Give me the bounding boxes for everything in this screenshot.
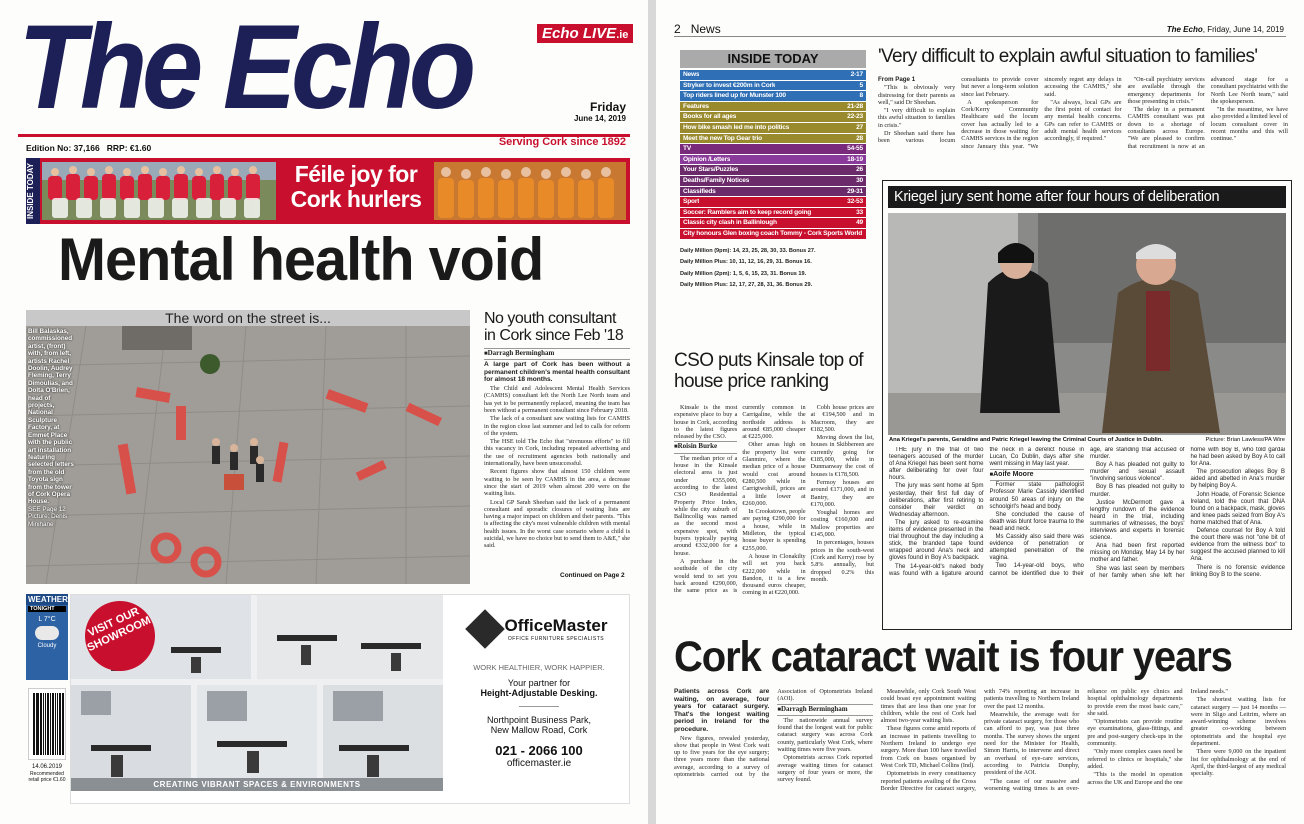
inside-today-label: City honours Glen boxing coach Tommy - Cork Sports World [683, 229, 863, 237]
kriegel-paragraph: The jury was sent home at 5pm yesterday, their first full day of deliberations, after first retiring to consider their verdict on Wednesday afternoon. [889, 483, 984, 518]
inside-today-label: Opinion /Letters [683, 155, 731, 163]
cso-byline: ■ Roisin Burke [674, 441, 737, 453]
story-paragraph: The HSE told The Echo that "strenuous efforts" to fill this vacancy in Cork, including repeated advertising and the use of recruitment agencies both nationally and internationally, have been unsuccessful. [484, 438, 630, 468]
quote-paragraph: "In the meantime, we have also provided a limited level of locum consultant cover in recent months and this will continue." [1210, 106, 1288, 143]
quote-paragraph: "I very difficult to explain this awful situation to families in crisis." [878, 107, 956, 129]
cataract-paragraph: "Optometrists can provide routine eye examinations, glass-fittings, and pre and post-surgery check-ups in the community. [1087, 718, 1183, 748]
kriegel-paragraph: John Hoade, of Forensic Science Ireland, told the court that DNA found on a backpack, mask, gloves and knee pads seized from Boy A's home matched that of Ana. [1190, 491, 1285, 526]
kriegel-headline: Kriegel jury sent home after four hours of deliberation [888, 186, 1286, 208]
kriegel-paragraph: Justice McDermott gave a lengthy rundown of the evidence heard in the trial, including summaries of witnesses, the boys' interviews and experts in forensic science. [1090, 499, 1185, 542]
inside-today-label: News [683, 71, 700, 78]
inside-today-label: TV [683, 145, 692, 153]
quote-paragraph: A spokesperson for Cork/Kerry Community Healthcare said the locum cover has actually led to a decrease in those waiting for CAMHS services in the region since January this year. "We sincerely regret any delays in accessing the CAMHS," she said. [961, 76, 1122, 150]
inside-today-rows [680, 70, 866, 240]
echo-live-suffix: .ie [616, 29, 629, 41]
barcode-price: Recommended retail price €1.60 [28, 770, 66, 784]
kriegel-paragraph: Boy A has pleaded not guilty to murder and sexual assault "involving serious violence". [1090, 462, 1185, 483]
inside-today-label: Meet the new Top Gear trio [683, 134, 762, 142]
kriegel-byline: ■ Aoife Moore [990, 469, 1085, 481]
lotto-line: Daily Million (2pm): 1, 5, 6, 15, 23, 31. Bonus 19. [680, 270, 807, 277]
cso-paragraph: Youghal homes are costing €160,000 and Mallow properties are €145,000. [810, 509, 874, 539]
story-byline: ■ Darragh Bermingham [484, 348, 630, 360]
ad-logo [451, 615, 627, 643]
story-paragraph: The Child and Adolescent Mental Health Services (CAMHS) consultant left the North Lee North team and has yet to be permanently replaced, meaning the team has been without a permanent consultant since February 2018. [484, 385, 630, 414]
inside-today-page: 49 [856, 219, 863, 227]
cso-paragraph: Kinsale is the most expensive place to buy a house in Cork, according to the latest figures released by the CSO. [674, 404, 738, 441]
folio: The Echo, Friday, June 14, 2019 [1166, 25, 1284, 34]
cataract-paragraph: "The cause of our massive and worsening waiting times is an over-reliance on public eye clinics and hospital ophthalmology departments to provide even the most basic care," she said. [983, 688, 1183, 792]
photo-banner: The word on the street is... [26, 310, 470, 326]
cataract-paragraph: New figures, revealed yesterday, show that people in West Cork wait up to five years for the eye surgery; three years more than the national average, according to a survey of optometrists carried out by the Association of Optometrists Ireland (AOI). [674, 688, 873, 779]
inside-today-page: 21-28 [847, 102, 863, 110]
inside-today-row[interactable] [680, 81, 866, 92]
inside-today-page: 54-55 [847, 145, 863, 153]
cork-team-photo [434, 162, 626, 220]
kriegel-paragraph: THE jury in the trial of two teenagers accused of the murder of Ana Kriegel has been sent home after deliberating for over four hours. [889, 447, 984, 482]
cataract-paragraph: "Only more complex cases need be referred to clinics or hospitals," she added. [1087, 748, 1183, 770]
inside-today-row[interactable] [680, 165, 866, 176]
weather-temp: L 7°C [38, 616, 56, 623]
kriegel-paragraph: Ms Cassidy also said there was evidence of penetration or attempted penetration of the vagina. [989, 534, 1084, 562]
caption-credit: Picture: Denis Minihane [28, 513, 68, 528]
ad-website[interactable]: officemaster.ie [506, 758, 572, 769]
kriegel-paragraph: She concluded the cause of death was blunt force trauma to the head and neck. [989, 511, 1084, 532]
kriegel-parents-photo [888, 213, 1286, 435]
story-body [484, 348, 630, 588]
inside-today-page: 2-17 [850, 71, 863, 78]
inside-today-page: 32-53 [847, 198, 863, 206]
inside-today-label: Top riders lined up for Munster 100 [683, 92, 786, 100]
quote-paragraph: The delay in a permanent CAMHS consultant was put down to a shortage of consultants across Europe. "We are pleased to confirm that recruitment is now at an advanced stage for a consultant psychiatrist with the North Lee North team," said the spokesperson. [1127, 76, 1288, 150]
ad-partner-bold: Height-Adjustable Desking. [480, 688, 598, 698]
inside-today-row[interactable] [680, 70, 866, 81]
cso-story-body [674, 404, 874, 626]
kriegel-paragraph: The 14-year-old's naked body was found with a ligature around the neck in a derelict house in Lucan, Co Dublin, days after she went missing in May last year. [889, 447, 1084, 577]
story-paragraph: Recent figures show that almost 150 children were waiting to be seen by CAMHS in the area, a decrease since the start of 2019 when almost 200 were on the waiting lists. [484, 468, 630, 498]
cso-paragraph: A purchase in the southside of the city would tend to set you back around €290,000, the same price as is currently common in Carrigaline, while the northside address is around €85,000 cheaper at €225,000. [674, 404, 806, 595]
cloud-icon [35, 626, 59, 640]
cso-paragraph: Other areas high on the property list were Glanmire, where the median price of a house would cost around €280,500 while in Carrigtwohill, prices are a little lower at €260,000. [742, 441, 806, 507]
barcode-date: 14.06.2019 [31, 764, 63, 770]
story-paragraph: The lack of a consultant saw waiting lists for CAMHS in the region close last summer and led to calls for reform of the system. [484, 415, 630, 437]
inside-today-page: 18-19 [847, 155, 863, 163]
kriegel-paragraph: Former state pathologist Professor Marie Cassidy identified around 50 areas of injury on the schoolgirl's head and body. [989, 482, 1084, 510]
front-page [0, 0, 648, 824]
barcode [28, 688, 66, 760]
kriegel-paragraph: Defence counsel for Boy A told the court there was not "one bit of evidence from the witness box" to suggest the accused planned to kill Ana. [1190, 528, 1285, 563]
story-headline: No youth consultant in Cork since Feb '18 [484, 310, 624, 344]
inside-today-label: Classifieds [683, 187, 716, 195]
quote-story-body [878, 76, 1288, 166]
cataract-paragraph: Meanwhile, only Cork South West could boast eye appointment waiting times that are less than one year for children, while the rest of Cork had almost two-year waiting lists. [880, 688, 976, 725]
inside-today-label: Features [683, 102, 709, 110]
photo-caption-block [28, 328, 76, 528]
cso-paragraph: In Crookstown, people are paying €290,000 for a house, while in Midleton, the typical house buyer is spending €255,000. [742, 508, 806, 552]
date-day: Friday [589, 100, 626, 114]
promo-headline: Féile joy for Cork hurlers [290, 161, 422, 212]
story-paragraph: Local GP Sarah Sheehan said the lack of a permanent consultant and sporadic closures of waiting lists are having a major impact on children and their parents. "This is affecting the city's most vulnerable children with mental health issues. In the worst case scenario where a child is suicidal, we have no choice but to send them to A&E," she said. [484, 498, 630, 550]
main-headline: Mental health void [58, 226, 544, 293]
inside-today-label: Classic city clash in Ballinlough [683, 219, 777, 227]
section-name: News [690, 22, 721, 36]
cso-paragraph: A house in Clonakilty will set you back €222,000 while in Bandon, it is a few thousand euros cheaper, coming in at €220,000. [742, 552, 806, 597]
promo-strip[interactable] [26, 158, 630, 224]
inside-today-row[interactable] [680, 155, 866, 166]
ad-tagline: WORK HEALTHIER, WORK HAPPIER. [473, 663, 605, 672]
inside-today-row[interactable] [680, 208, 866, 219]
date-full: June 14, 2019 [573, 114, 626, 123]
inside-today-row[interactable] [680, 134, 866, 145]
from-page: From Page 1 [878, 76, 916, 83]
ad-brand: OfficeMaster [504, 616, 608, 635]
weather-sub: TONIGHT [28, 606, 66, 612]
cso-paragraph: Fermoy houses are around €171,000, and in Bantry, they are €170,000. [810, 478, 874, 508]
quote-paragraph: "This is obviously very distressing for their parents as well," said Dr Sheehan. [878, 84, 956, 106]
photo-caption: Bill Balaskas, commissioned artist, (front) with, from left, artists Rachel Doolin, Audrey Fleming, Terry Dimoulias, and Dolta O'Brien, head of projects, National Sculpture Factory, at Emmet Place with the public art installation featuring selected letters from the old Toyota sign from the tower of Cork Opera House. [28, 328, 74, 506]
inside-today-index [680, 50, 866, 292]
barcode-info [26, 764, 68, 784]
inside-today-row[interactable] [680, 187, 866, 198]
inside-today-row[interactable] [680, 123, 866, 134]
ad-address-2: New Mallow Road, Cork [490, 725, 588, 735]
weather-condition: Cloudy [37, 643, 57, 649]
inside-today-row[interactable] [680, 91, 866, 102]
officemaster-logo-icon [465, 609, 505, 649]
inside-today-page: 22-23 [847, 113, 863, 121]
ad-text [451, 615, 627, 769]
story-lead: A large part of Cork has been without a permanent children's mental health consultant for almost 18 months. [484, 361, 630, 384]
page-number: 2 [674, 22, 681, 36]
kriegel-box [882, 180, 1292, 630]
cataract-lead: Patients across Cork are waiting, on average, four years for cataract surgery. That's the longest waiting period in Ireland for the procedure. [674, 688, 770, 733]
slogan: Serving Cork since 1892 [498, 136, 626, 148]
inside-today-label: Your Stars/Puzzles [683, 166, 739, 174]
inside-today-page: 30 [856, 176, 863, 184]
quote-headline: 'Very difficult to explain awful situation to families' [878, 46, 1258, 67]
hurlers-team-photo [42, 162, 276, 220]
cso-paragraph: Moving down the list, houses in Skibbereen are currently going for €185,000, while in Dunmanway the cost of houses is €178,500. [810, 434, 874, 478]
rrp: RRP: €1.60 [106, 143, 152, 153]
cataract-story-body [674, 688, 1286, 814]
kriegel-caption: Ana Kriegel's parents, Geraldine and Patric Kriegel leaving the Criminal Courts of Justice in Dublin. [889, 437, 1163, 443]
inside-today-label: Stryker to invest €200m in Cork [683, 81, 776, 89]
inside-today-tab: INSIDE TODAY [26, 158, 40, 224]
inside-today-page: 29-31 [847, 187, 863, 195]
cso-paragraph: The median price of a house in the Kinsale electoral area is just under €355,000, according to the latest CSO Residential Property Price Index, while the city suburb of Ballincollig was named as the second most expensive spot, with buyers typically paying around €332,000 for a house. [674, 454, 738, 557]
inside-today-label: Soccer: Ramblers aim to keep record going [683, 208, 812, 216]
inside-today-label: Sport [683, 198, 700, 206]
ad-address-1: Northpoint Business Park, [486, 715, 592, 725]
inside-today-title: INSIDE TODAY [680, 50, 866, 68]
quote-paragraph: Dr Sheehan said there has been various locum consultants to provide cover but never a long-term solution since last February. [878, 76, 1039, 145]
caption-ref[interactable]: SEE Page 12 [28, 505, 66, 513]
cataract-headline: Cork cataract wait is four years [674, 633, 1232, 681]
inside-today-label: How bike smash led me into politics [683, 123, 790, 131]
edition-number: Edition No: 37,166 [26, 143, 100, 153]
inside-today-label: Deaths/Family Notices [683, 176, 750, 184]
cso-headline: CSO puts Kinsale top of house price ranking [674, 350, 863, 392]
visit-showroom-badge[interactable]: VISIT OUR SHOWROOM [73, 589, 166, 682]
ad-brand-sub: OFFICE FURNITURE SPECIALISTS [507, 636, 605, 642]
quote-paragraph: "On-call psychiatry services are available through the emergency departments for those presenting in crisis." [1127, 76, 1205, 105]
inside-today-row[interactable] [680, 218, 866, 229]
cataract-paragraph: The nationwide annual survey found that the longest wait for public cataract surgery was across Cork county, particularly West Cork, where waiting times were five years. [777, 716, 873, 754]
ad-banner: CREATING VIBRANT SPACES & ENVIRONMENTS [71, 778, 443, 791]
weather-box [26, 594, 68, 680]
cataract-paragraph: Meanwhile, the average wait for private cataract surgery, for those who can afford to pay, was just three months. The survey shows the urgent need for the Minister for Health, Simon Harris, to intervene and direct an overhaul of eye-care services, according to Patricia Dunphy, president of the AOI. [983, 710, 1080, 777]
inside-today-row[interactable] [680, 102, 866, 113]
kriegel-paragraph: Boy B has pleaded not guilty to murder. [1090, 484, 1185, 498]
continued-link[interactable]: Continued on Page 2 [560, 572, 625, 579]
inside-today-row[interactable] [680, 229, 866, 240]
officemaster-ad[interactable] [70, 594, 630, 804]
folio-paper: The Echo [1166, 25, 1203, 34]
kriegel-caption-row [889, 437, 1285, 443]
kriegel-paragraph: The prosecution alleges Boy B aided and abetted in Ana's murder by helping Boy A. [1190, 469, 1285, 490]
inside-today-page: 8 [859, 92, 863, 100]
inside-today-row[interactable] [680, 197, 866, 208]
inside-today-page: 26 [856, 166, 863, 174]
kriegel-credit: Picture: Brian Lawless/PA Wire [1205, 437, 1285, 443]
lotto-results [680, 246, 866, 292]
lotto-line: Daily Million Plus: 10, 11, 12, 16, 29, 31. Bonus 16. [680, 259, 812, 266]
kriegel-paragraph: There is no forensic evidence linking Boy B to the scene. [1190, 564, 1285, 578]
kriegel-paragraph: She was last seen by members of her family when she left her home with Boy B, who told gardai he had been asked by Boy A to call for Ana. [1090, 447, 1285, 579]
inside-today-page: 33 [856, 208, 863, 216]
date-block [574, 100, 626, 123]
cataract-paragraph: These figures come amid reports of an increase in patients travelling to Northern Ireland to undergo eye surgery. More than 100 have travelled from Cork on buses organised by West Cork TD, Michael Collins (Ind). [880, 725, 976, 769]
inside-today-row[interactable] [680, 176, 866, 187]
echo-live-name: Echo LIVE [542, 25, 617, 42]
kriegel-story-body [889, 447, 1285, 625]
page-two [656, 0, 1304, 824]
inside-today-row[interactable] [680, 112, 866, 123]
lotto-line: Daily Million Plus: 12, 17, 27, 28, 31, 36. Bonus 29. [680, 282, 813, 289]
header-rule [674, 36, 1286, 37]
cataract-paragraph: There were 9,000 on the inpatient list for ophthalmology at the end of April, the third-largest of any medical specialty. [1190, 748, 1286, 778]
ad-phone[interactable]: 021 - 2066 100 [495, 743, 583, 758]
lotto-line: Daily Million (9pm): 14, 23, 25, 28, 30, 33. Bonus 27. [680, 247, 816, 254]
page-header [674, 22, 721, 36]
inside-today-page: 5 [859, 81, 863, 89]
inside-today-page: 27 [856, 123, 863, 131]
quote-paragraph: "As always, local GPs are the first point of contact for any mental health concerns. GPs can refer to CAMHS or adult mental health services accordingly, if required." [1044, 98, 1122, 143]
cataract-byline: ■ Darragh Bermingham [777, 704, 872, 716]
cso-paragraph: In percentages, houses prices in the south-west (Cork and Kerry) rose by 5.8% annually, but dropped 0.2% this month. [810, 539, 874, 583]
cataract-paragraph: Optometrists across Cork reported average waiting times for cataract surgery of four years or more, the survey found. [777, 754, 873, 784]
kriegel-paragraph: Ana had been first reported missing on Monday, May 14 by her mother and father. [1090, 543, 1185, 564]
echo-live-logo[interactable] [537, 24, 633, 43]
masthead: The Echo [18, 0, 471, 134]
street-letters-photo [26, 326, 470, 584]
kriegel-paragraph: Two 14-year-old boys, who cannot be identified due to their age, are standing trial accused of murder. [989, 447, 1185, 577]
cataract-paragraph: Optometrists in every constituency reported patients availing of the Cross Border Directive for cataract surgery, with 74% reporting an increase in patients travelling to Northern Ireland over the past 12 months. [880, 688, 1080, 792]
inside-today-label: Books for all ages [683, 113, 737, 121]
ad-partner: Your partner for [507, 678, 571, 688]
edition-line [26, 143, 151, 153]
inside-today-row[interactable] [680, 144, 866, 155]
cataract-paragraph: "This is the model in operation across the UK and Europe and the one Ireland needs." [1087, 688, 1228, 786]
cataract-paragraph: The shortest waiting lists for cataract surgery — just 14 months — were in Sligo and Leitrim, where an award-winning scheme involves greater co-working between optometrists and the hospital eye department. [1190, 696, 1286, 748]
inside-today-page: 28 [856, 134, 863, 142]
kriegel-paragraph: The jury asked to re-examine items of evidence presented in the trial throughout the day including a stick, the branded tape found wrapped around Ana's neck and gloves found in Boy A's backpack. [889, 519, 984, 562]
cso-paragraph: Cobh house prices are at €194,500 and in Macroom, they are €182,500. [810, 404, 874, 433]
folio-date: Friday, June 14, 2019 [1207, 25, 1284, 34]
ad-divider [519, 706, 559, 707]
weather-label: WEATHER [28, 595, 68, 604]
